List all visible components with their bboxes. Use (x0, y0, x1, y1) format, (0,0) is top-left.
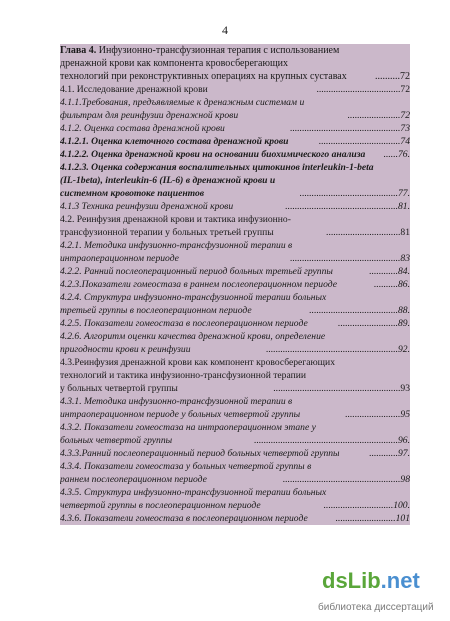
chapter-heading (60, 44, 410, 83)
page-ref: .............................100. (323, 500, 410, 511)
toc-line (60, 395, 410, 408)
table-of-contents (60, 44, 410, 525)
toc-line-text: 4.1.2.3. Оценка содержания воспалительных цитокинов interleukin-1-beta (60, 162, 374, 173)
toc-line-text: 4.2.1. Методика инфузионно-трансфузионной терапии в (60, 240, 293, 251)
page-ref: ..............................................83 (290, 253, 410, 264)
toc-line (60, 239, 410, 252)
page-ref: ...............................................81. (285, 201, 410, 212)
toc-entry (60, 421, 410, 447)
toc-entry (60, 278, 410, 291)
toc-line (60, 96, 410, 109)
toc-entry (60, 96, 410, 122)
toc-line-text: 4.3.2. Показатели гомеостаза на интраоперационном этапе у (60, 422, 316, 433)
watermark-subtitle: библиотека диссертаций (318, 602, 434, 613)
toc-line (60, 317, 410, 330)
toc-line (60, 343, 410, 356)
toc-line-text: Глава 4. Инфузионно-трансфузионная терапия с использованием (60, 45, 340, 56)
page-ref: ...............................81 (326, 227, 410, 238)
toc-line (60, 291, 410, 304)
toc-line (60, 83, 410, 96)
toc-entry (60, 239, 410, 265)
page-number: 4 (222, 23, 228, 37)
toc-line (60, 369, 410, 382)
toc-entry (60, 161, 410, 200)
toc-line-text: технологий и тактика инфузионно-трансфузионной терапии (60, 370, 307, 381)
toc-line-text: 4.3.5. Структура инфузионно-трансфузионной терапии больных (60, 487, 327, 498)
toc-entry (60, 486, 410, 512)
toc-line (60, 499, 410, 512)
toc-line-text: 4.1.3 Техника реинфузии дренажной крови (60, 201, 234, 212)
toc-line-text: 4.3.Реинфузия дренажной крови как компонент кровосберегающих (60, 357, 335, 368)
toc-line (60, 447, 410, 460)
toc-entry (60, 213, 410, 239)
page-ref: ..................................74 (318, 136, 410, 147)
toc-line (60, 122, 410, 135)
page-ref: ......76. (383, 149, 410, 160)
toc-line (60, 44, 410, 57)
toc-line-text: (IL-1beta), interleukin-6 (IL-6) в дренажной крови и (60, 175, 276, 186)
toc-line-text: системном кровотоке пациентов (60, 188, 205, 199)
page-ref: .....................................................93 (273, 383, 410, 394)
toc-line (60, 265, 410, 278)
page-ref: ............84. (369, 266, 410, 277)
toc-line (60, 174, 410, 187)
toc-line (60, 382, 410, 395)
toc-line (60, 161, 410, 174)
toc-line-text: 4.2.4. Структура инфузионно-трансфузионной терапии больных (60, 292, 327, 303)
page-ref: .........................89. (338, 318, 410, 329)
toc-entry (60, 330, 410, 356)
page-ref: ............................................................96. (254, 435, 410, 446)
toc-line (60, 473, 410, 486)
toc-line (60, 252, 410, 265)
chapter-label: Глава 4. (60, 45, 97, 56)
toc-line-text: 4.3.1. Методика инфузионно-трансфузионной терапии в (60, 396, 293, 407)
toc-entry (60, 317, 410, 330)
toc-entry (60, 395, 410, 421)
toc-line (60, 187, 410, 200)
toc-line (60, 278, 410, 291)
page-ref: .....................................88. (309, 305, 410, 316)
toc-line-text: 4.1.2.1. Оценка клеточного состава дренажной крови (60, 136, 289, 147)
toc-line-text: 4.1.2. Оценка состава дренажной крови (60, 123, 225, 134)
toc-entry (60, 148, 410, 161)
toc-line-text: трансфузионной терапии у больных третьей группы (60, 227, 274, 238)
page-ref: .......................................................92. (266, 344, 410, 355)
toc-line-text: 4.3.3.Ранний послеоперационный период больных четвертой группы (60, 448, 340, 459)
page-ref: .................................................98 (282, 474, 410, 485)
toc-entry (60, 291, 410, 317)
toc-line (60, 135, 410, 148)
page-ref: ............97. (369, 448, 410, 459)
toc-line-text: 4.2.6. Алгоритм оценки качества дренажной крови, определение (60, 331, 326, 342)
toc-entry (60, 512, 410, 525)
toc-entry (60, 200, 410, 213)
toc-line-text: интраоперационном периоде (60, 253, 179, 264)
toc-line (60, 460, 410, 473)
toc-line-text: у больных четвертой группы (60, 383, 178, 394)
watermark-logo-text (322, 568, 420, 594)
page-ref: ......................72 (347, 110, 410, 121)
toc-entry (60, 83, 410, 96)
toc-line-text: 4.1.2.2. Оценка дренажной крови на основании биохимического анализа (60, 149, 366, 160)
toc-entry (60, 265, 410, 278)
toc-line (60, 70, 410, 83)
toc-line-text: больных четвертой группы (60, 435, 173, 446)
toc-line (60, 408, 410, 421)
page-ref: ..............................................73 (290, 123, 410, 134)
toc-line-text: четвертой группы в послеоперационном периоде (60, 500, 261, 511)
toc-line-text: дренажной крови как компонента кровосберегающих (60, 58, 288, 69)
toc-line-text: 4.2.5. Показатели гомеостаза в послеоперационном периоде (60, 318, 308, 329)
toc-line (60, 421, 410, 434)
toc-entry (60, 356, 410, 395)
toc-line (60, 57, 410, 70)
toc-line (60, 356, 410, 369)
toc-line (60, 226, 410, 239)
toc-line-text: технологий при реконструктивных операциях на крупных суставах (60, 71, 347, 82)
toc-line-text: 4.2. Реинфузия дренажной крови и тактика инфузионно- (60, 214, 291, 225)
toc-line-text: третьей группы в послеоперационном периоде (60, 305, 252, 316)
toc-line (60, 512, 410, 525)
toc-line (60, 330, 410, 343)
toc-line-text: пригодности крови к реинфузии (60, 344, 191, 355)
toc-line-text: 4.2.3.Показатели гомеостаза в раннем послеоперационном периоде (60, 279, 337, 290)
toc-line (60, 486, 410, 499)
toc-entry (60, 122, 410, 135)
toc-line-text: 4.3.6. Показатели гомеостаза в послеоперационном периоде (60, 513, 308, 524)
toc-line (60, 304, 410, 317)
page-ref: ..........86. (374, 279, 410, 290)
toc-line-text: 4.1.1.Требования, предъявляемые к дренажным системам и (60, 97, 305, 108)
toc-line (60, 200, 410, 213)
toc-line-text: интраоперационном периоде у больных четвертой группы (60, 409, 301, 420)
toc-line (60, 148, 410, 161)
toc-line (60, 434, 410, 447)
page-ref: .........................101 (335, 513, 410, 524)
toc-entry (60, 135, 410, 148)
page-ref: ...................................72 (316, 84, 410, 95)
toc-entry (60, 460, 410, 486)
toc-line (60, 109, 410, 122)
logo-domain: .net (380, 568, 420, 593)
toc-line-text: фильтрам для реинфузии дренажной крови (60, 110, 239, 121)
page-ref: .........................................77. (299, 188, 410, 199)
toc-line-text: 4.1. Исследование дренажной крови (60, 84, 208, 95)
logo-main: dsLib (322, 568, 381, 593)
toc-line (60, 213, 410, 226)
watermark-logo (318, 568, 450, 618)
toc-line-text: 4.3.4. Показатели гомеостаза у больных четвертой группы в (60, 461, 312, 472)
toc-entry (60, 447, 410, 460)
toc-line-text: раннем послеоперационном периоде (60, 474, 207, 485)
page-ref: .......................95 (345, 409, 410, 420)
toc-line-text: 4.2.2. Ранний послеоперационный период больных третьей группы (60, 266, 333, 277)
page-ref: ..........72 (375, 71, 410, 82)
